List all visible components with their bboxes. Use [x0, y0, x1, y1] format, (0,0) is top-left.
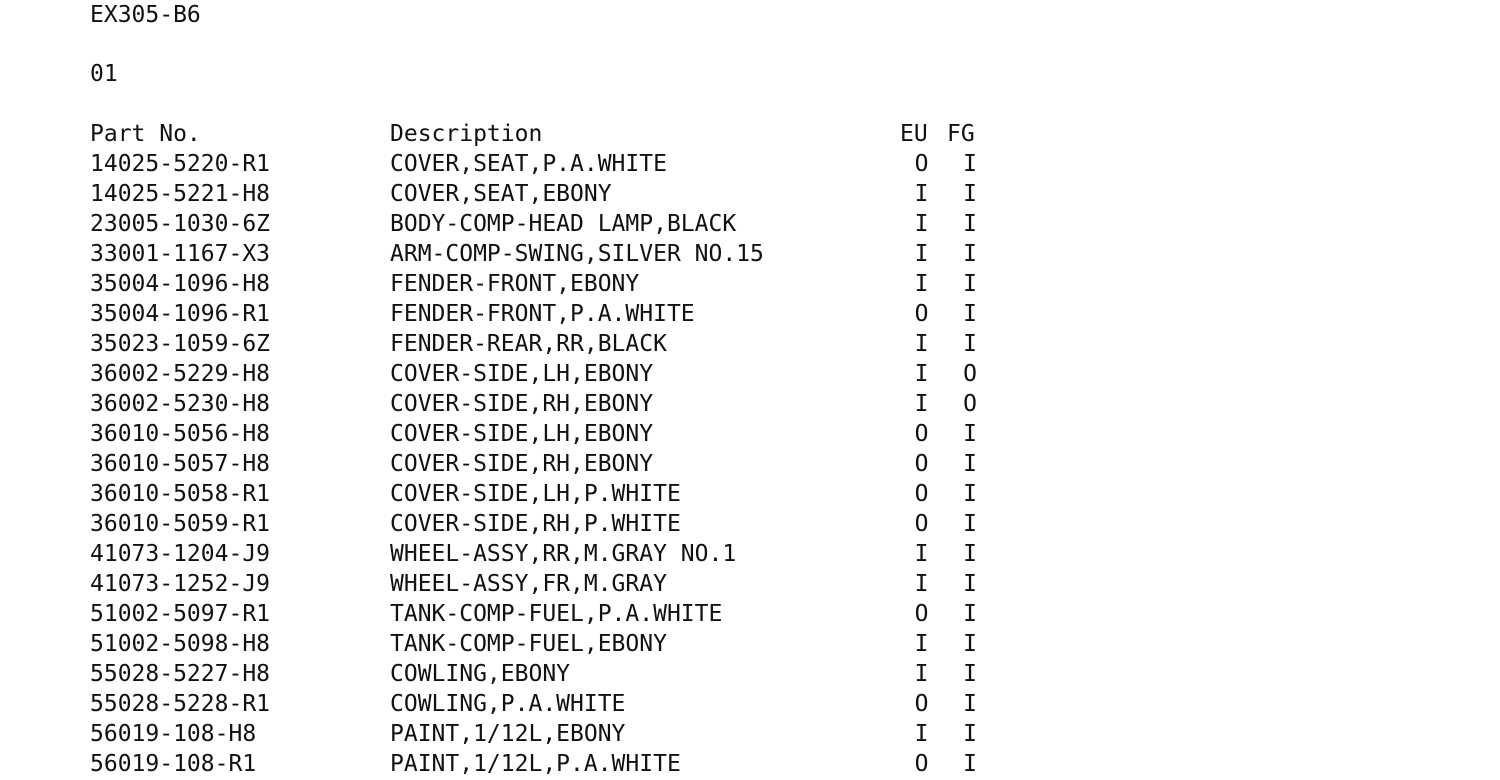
part-number-cell: 55028-5228-R1 — [90, 691, 271, 717]
description-cell: FENDER-FRONT,P.A.WHITE — [390, 301, 695, 327]
fg-cell: I — [963, 601, 977, 627]
fg-cell: I — [963, 151, 977, 177]
table-row — [90, 569, 1090, 599]
parts-table — [90, 119, 1090, 779]
part-number-cell: 35004-1096-H8 — [90, 271, 271, 297]
description-cell: TANK-COMP-FUEL,P.A.WHITE — [390, 601, 723, 627]
description-cell: COVER-SIDE,RH,EBONY — [390, 451, 654, 477]
fg-cell: I — [963, 481, 977, 507]
eu-cell: O — [914, 451, 929, 477]
fg-cell: I — [963, 541, 977, 567]
table-row — [90, 449, 1090, 479]
part-number-cell: 36010-5059-R1 — [90, 511, 271, 537]
description-cell: COWLING,P.A.WHITE — [390, 691, 626, 717]
part-number-cell: 41073-1252-J9 — [90, 571, 271, 597]
page-code: 01 — [90, 61, 118, 87]
fg-cell: I — [963, 571, 977, 597]
table-row — [90, 389, 1090, 419]
fg-cell: I — [963, 721, 977, 747]
table-row — [90, 269, 1090, 299]
description-cell: FENDER-FRONT,EBONY — [390, 271, 640, 297]
fg-cell: I — [963, 661, 977, 687]
table-row — [90, 479, 1090, 509]
eu-cell: O — [914, 481, 929, 507]
table-row — [90, 299, 1090, 329]
table-row — [90, 329, 1090, 359]
part-number-cell: 36002-5229-H8 — [90, 361, 271, 387]
eu-cell: I — [914, 541, 929, 567]
table-row — [90, 539, 1090, 569]
eu-cell: O — [914, 691, 929, 717]
header-eu: EU — [900, 121, 928, 147]
eu-cell: I — [914, 331, 929, 357]
eu-cell: I — [914, 211, 929, 237]
part-number-cell: 35023-1059-6Z — [90, 331, 271, 357]
description-cell: COVER-SIDE,LH,P.WHITE — [390, 481, 681, 507]
part-number-cell: 36010-5056-H8 — [90, 421, 271, 447]
part-number-cell: 14025-5221-H8 — [90, 181, 271, 207]
fg-cell: I — [963, 451, 977, 477]
fg-cell: I — [963, 211, 977, 237]
fg-cell: I — [963, 271, 977, 297]
table-header — [90, 119, 1090, 149]
table-row — [90, 719, 1090, 749]
table-row — [90, 239, 1090, 269]
part-number-cell: 51002-5097-R1 — [90, 601, 271, 627]
part-number-cell: 36010-5057-H8 — [90, 451, 271, 477]
eu-cell: I — [914, 571, 929, 597]
part-number-cell: 55028-5227-H8 — [90, 661, 271, 687]
fg-cell: I — [963, 751, 977, 777]
eu-cell: I — [914, 181, 929, 207]
header-description: Description — [390, 121, 543, 147]
fg-cell: O — [963, 361, 977, 387]
eu-cell: O — [914, 151, 929, 177]
header-part-no: Part No. — [90, 121, 201, 147]
table-row — [90, 419, 1090, 449]
eu-cell: I — [914, 391, 929, 417]
fg-cell: I — [963, 691, 977, 717]
table-row — [90, 509, 1090, 539]
part-number-cell: 56019-108-H8 — [90, 721, 257, 747]
fg-cell: I — [963, 301, 977, 327]
eu-cell: I — [914, 361, 929, 387]
part-number-cell: 36010-5058-R1 — [90, 481, 271, 507]
table-body — [90, 149, 1090, 779]
fg-cell: I — [963, 631, 977, 657]
table-row — [90, 149, 1090, 179]
description-cell: PAINT,1/12L,EBONY — [390, 721, 626, 747]
description-cell: BODY-COMP-HEAD LAMP,BLACK — [390, 211, 737, 237]
eu-cell: O — [914, 601, 929, 627]
table-row — [90, 359, 1090, 389]
header-fg: FG — [947, 121, 975, 147]
description-cell: PAINT,1/12L,P.A.WHITE — [390, 751, 681, 777]
table-row — [90, 749, 1090, 779]
description-cell: COWLING,EBONY — [390, 661, 571, 687]
table-row — [90, 689, 1090, 719]
fg-cell: I — [963, 331, 977, 357]
model-code: EX305-B6 — [90, 2, 201, 28]
fg-cell: I — [963, 511, 977, 537]
eu-cell: O — [914, 511, 929, 537]
eu-cell: I — [914, 631, 929, 657]
description-cell: COVER-SIDE,RH,P.WHITE — [390, 511, 681, 537]
description-cell: TANK-COMP-FUEL,EBONY — [390, 631, 667, 657]
description-cell: COVER,SEAT,P.A.WHITE — [390, 151, 667, 177]
part-number-cell: 33001-1167-X3 — [90, 241, 271, 267]
description-cell: COVER-SIDE,RH,EBONY — [390, 391, 654, 417]
description-cell: FENDER-REAR,RR,BLACK — [390, 331, 667, 357]
table-row — [90, 599, 1090, 629]
eu-cell: I — [914, 241, 929, 267]
eu-cell: O — [914, 301, 929, 327]
fg-cell: I — [963, 421, 977, 447]
fg-cell: I — [963, 241, 977, 267]
description-cell: ARM-COMP-SWING,SILVER NO.15 — [390, 241, 764, 267]
part-number-cell: 41073-1204-J9 — [90, 541, 271, 567]
part-number-cell: 23005-1030-6Z — [90, 211, 271, 237]
eu-cell: I — [914, 721, 929, 747]
part-number-cell: 35004-1096-R1 — [90, 301, 271, 327]
part-number-cell: 14025-5220-R1 — [90, 151, 271, 177]
fg-cell: O — [963, 391, 977, 417]
part-number-cell: 36002-5230-H8 — [90, 391, 271, 417]
eu-cell: O — [914, 751, 929, 777]
part-number-cell: 51002-5098-H8 — [90, 631, 271, 657]
description-cell: COVER-SIDE,LH,EBONY — [390, 361, 654, 387]
table-row — [90, 179, 1090, 209]
table-row — [90, 659, 1090, 689]
table-row — [90, 209, 1090, 239]
description-cell: WHEEL-ASSY,RR,M.GRAY NO.1 — [390, 541, 737, 567]
eu-cell: I — [914, 271, 929, 297]
part-number-cell: 56019-108-R1 — [90, 751, 257, 777]
eu-cell: O — [914, 421, 929, 447]
table-row — [90, 629, 1090, 659]
fg-cell: I — [963, 181, 977, 207]
description-cell: COVER-SIDE,LH,EBONY — [390, 421, 654, 447]
description-cell: COVER,SEAT,EBONY — [390, 181, 612, 207]
eu-cell: I — [914, 661, 929, 687]
description-cell: WHEEL-ASSY,FR,M.GRAY — [390, 571, 667, 597]
